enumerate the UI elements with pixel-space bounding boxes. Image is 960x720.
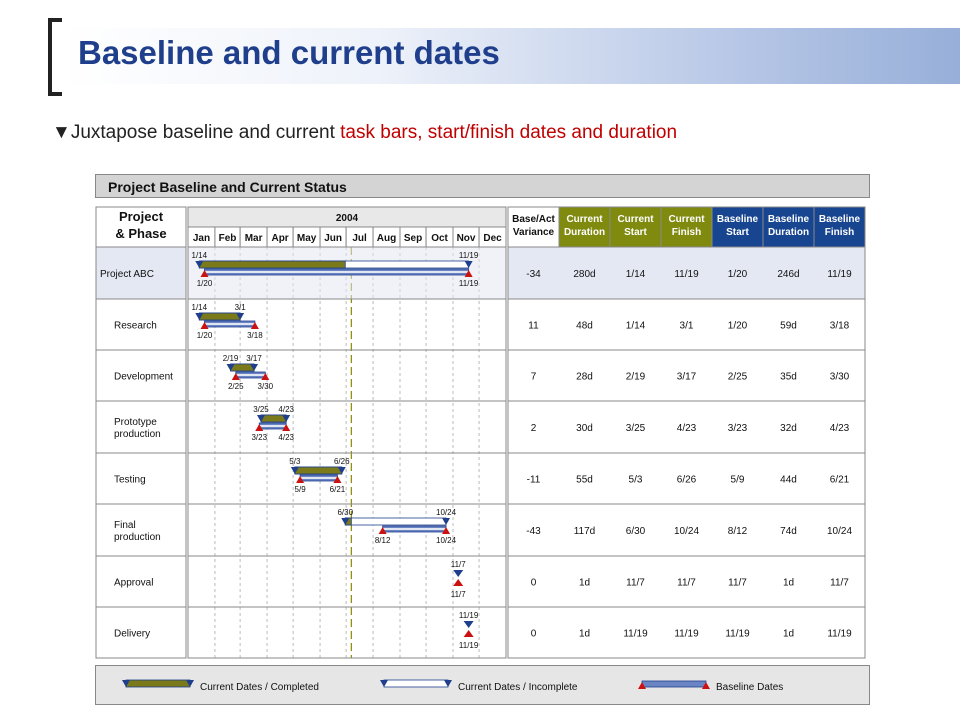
table-cell: 55d	[576, 474, 593, 486]
month-label: Feb	[218, 233, 237, 244]
baseline-start-label: 5/9	[294, 485, 306, 494]
baseline-bar-highlight	[300, 477, 337, 479]
legend-label: Current Dates / Incomplete	[458, 682, 578, 693]
current-start-label: 2/19	[222, 354, 239, 363]
baseline-start-label: 3/23	[251, 433, 268, 442]
table-cell: 10/24	[826, 526, 853, 537]
column-header-label: Baseline Start	[716, 214, 759, 238]
table-cell: 74d	[780, 526, 797, 537]
table-cell: 0	[530, 628, 537, 640]
subtitle-plain: Juxtapose baseline and current	[70, 122, 341, 143]
table-cell: 11/19	[674, 269, 699, 280]
month-label: Apr	[271, 233, 289, 244]
table-cell: 4/23	[676, 423, 697, 434]
table-cell: 11/7	[830, 577, 849, 589]
month-label: Jun	[324, 233, 342, 244]
month-label: Jan	[192, 233, 211, 244]
table-cell: 1/14	[625, 320, 646, 332]
baseline-start-label: 1/20	[196, 279, 213, 288]
baseline-start-label: 8/12	[374, 536, 391, 545]
table-cell: 44d	[780, 474, 797, 486]
current-bar-incomplete	[345, 518, 446, 525]
table-cell: 1d	[578, 577, 591, 589]
column-header-label: Base/Act Variance	[512, 214, 555, 238]
subtitle-highlight: task bars, start/finish dates and duration	[340, 122, 678, 143]
current-start-label: 1/14	[191, 251, 208, 260]
current-bar-completed	[231, 364, 254, 371]
table-cell: 280d	[573, 269, 596, 280]
legend-label: Baseline Dates	[716, 682, 784, 693]
table-cell: 1/14	[625, 269, 646, 280]
baseline-date-label: 11/19	[458, 641, 479, 650]
month-label: Oct	[431, 233, 448, 244]
legend-completed-swatch	[126, 680, 190, 687]
current-bar-completed	[199, 261, 345, 268]
table-cell: 3/1	[679, 320, 694, 332]
table-cell: 6/21	[829, 474, 850, 486]
current-start-label: 1/14	[191, 303, 208, 312]
table-cell: 5/9	[730, 474, 745, 486]
baseline-finish-label: 6/21	[329, 485, 346, 494]
table-cell: 0	[530, 577, 537, 589]
baseline-finish-label: 3/18	[247, 331, 263, 340]
table-cell: -43	[526, 526, 541, 537]
table-cell: 6/26	[676, 474, 697, 486]
current-start-label: 5/3	[289, 457, 301, 466]
table-cell: 11/7	[677, 577, 696, 589]
table-cell: 48d	[576, 320, 593, 332]
table-cell: 3/17	[676, 371, 697, 383]
table-cell: 6/30	[625, 526, 646, 537]
phase-name: Approval	[114, 577, 154, 589]
table-cell: 246d	[777, 269, 800, 280]
triangle-bullet-icon: ▼	[52, 122, 71, 143]
month-label: Aug	[376, 233, 397, 244]
table-cell: 3/25	[625, 423, 646, 434]
legend-baseline-swatch	[642, 681, 706, 687]
table-cell: 2/19	[625, 371, 646, 383]
baseline-bar-highlight	[236, 374, 266, 376]
panel-title: Project Baseline and Current Status	[108, 179, 347, 195]
phase-name: Development	[114, 371, 173, 383]
table-cell: 4/23	[829, 423, 850, 434]
table-cell: 11/19	[827, 628, 852, 640]
table-cell: 2/25	[727, 371, 748, 383]
baseline-finish-label: 11/19	[458, 279, 479, 288]
table-cell: 1d	[782, 628, 795, 640]
current-finish-label: 3/1	[234, 303, 246, 312]
baseline-finish-label: 10/24	[436, 536, 457, 545]
table-cell: 3/30	[829, 371, 850, 383]
column-header-label: Baseline Duration	[767, 214, 810, 238]
column-header-label: Baseline Finish	[818, 214, 861, 238]
table-cell: 11/7	[728, 577, 747, 589]
phase-name: Project ABC	[100, 269, 154, 280]
current-bar-completed	[261, 415, 286, 422]
phase-header-label: Project & Phase	[115, 209, 167, 241]
table-cell: 8/12	[727, 526, 748, 537]
table-cell: 1/20	[727, 320, 748, 332]
column-header-label: Current Finish	[668, 214, 705, 238]
table-cell: 5/3	[628, 474, 643, 486]
baseline-finish-label: 4/23	[278, 433, 294, 442]
baseline-bar-highlight	[205, 271, 469, 273]
table-cell: 11	[528, 320, 539, 332]
table-cell: 11/19	[827, 269, 852, 280]
baseline-bar-highlight	[383, 528, 446, 530]
phase-name: Testing	[114, 474, 146, 486]
table-cell: 59d	[780, 320, 797, 332]
table-cell: 3/23	[727, 423, 748, 434]
table-cell: 117d	[573, 526, 596, 537]
current-finish-label: 10/24	[436, 508, 457, 517]
table-cell: 1/20	[727, 269, 748, 280]
baseline-start-label: 1/20	[196, 331, 213, 340]
legend-label: Current Dates / Completed	[200, 682, 319, 693]
month-label: Sep	[403, 233, 423, 244]
month-label: Mar	[244, 233, 263, 244]
month-label: Nov	[456, 233, 476, 244]
table-cell: 32d	[780, 423, 797, 434]
current-finish-label: 6/26	[333, 457, 350, 466]
table-cell: 11/19	[725, 628, 750, 640]
phase-name: Research	[114, 320, 157, 332]
table-cell: 7	[530, 371, 537, 383]
table-cell: 1d	[578, 628, 591, 640]
table-cell: -11	[526, 474, 541, 486]
baseline-bar-highlight	[205, 323, 255, 325]
current-start-label: 6/30	[337, 508, 354, 517]
current-start-label: 3/25	[253, 405, 269, 414]
current-finish-label: 11/19	[458, 251, 479, 260]
table-cell: 2	[530, 423, 537, 434]
phase-name: Final production	[114, 520, 161, 543]
column-header-label: Current Duration	[563, 214, 606, 238]
current-bar-completed	[295, 467, 342, 474]
table-cell: 11/19	[623, 628, 648, 640]
current-finish-label: 4/23	[278, 405, 294, 414]
baseline-date-label: 11/7	[450, 590, 466, 599]
month-label: Dec	[483, 233, 502, 244]
baseline-bar-highlight	[259, 425, 286, 427]
column-header-label: Current Start	[617, 214, 654, 238]
year-label: 2004	[335, 213, 359, 224]
table-cell: 28d	[576, 371, 593, 383]
slide-title: Baseline and current dates	[78, 34, 500, 71]
current-finish-label: 3/17	[246, 354, 262, 363]
table-cell: 10/24	[673, 526, 700, 537]
month-label: May	[296, 233, 317, 244]
table-cell: 11/19	[674, 628, 699, 640]
phase-name: Prototype production	[114, 417, 161, 440]
table-cell: 3/18	[829, 320, 850, 332]
phase-name: Delivery	[114, 628, 151, 640]
table-cell: 30d	[576, 423, 593, 434]
current-bar-completed	[199, 313, 240, 320]
phase-row-cell	[96, 504, 186, 556]
current-date-label: 11/7	[450, 560, 466, 569]
current-date-label: 11/19	[458, 611, 479, 620]
month-label: Jul	[352, 233, 367, 244]
table-cell: -34	[526, 269, 541, 280]
baseline-finish-label: 3/30	[257, 382, 274, 391]
table-cell: 35d	[780, 371, 797, 383]
baseline-start-label: 2/25	[227, 382, 244, 391]
table-cell: 11/7	[626, 577, 645, 589]
legend-incomplete-swatch	[384, 680, 448, 687]
table-cell: 1d	[782, 577, 795, 589]
